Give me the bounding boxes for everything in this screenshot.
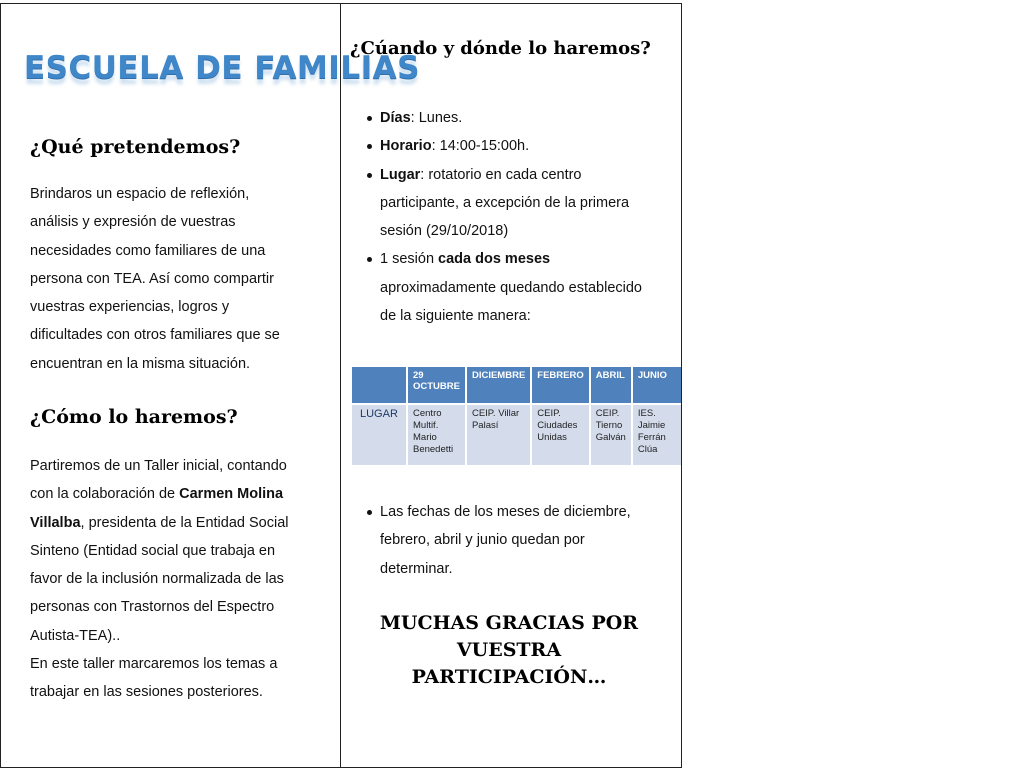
text-span: con la colaboración de <box>30 486 180 503</box>
table-header-cell: JUNIO <box>633 367 681 405</box>
bullet-value: participante, a excepción de la primera <box>380 194 630 211</box>
text-line: persona con TEA. Así como compartir <box>30 270 274 287</box>
bullet-note <box>364 498 669 583</box>
table-header-cell: 29 OCTUBRE <box>408 367 465 405</box>
text-line: Sinteno (Entidad social que trabaja en <box>30 542 276 559</box>
text-line <box>30 480 330 508</box>
table-row-label: LUGAR <box>352 405 406 465</box>
thanks-line: VUESTRA <box>456 639 562 661</box>
bullet-value: sesión (29/10/2018) <box>380 223 509 240</box>
bullet-sesion <box>364 245 669 330</box>
table-header-cell <box>352 367 406 405</box>
table-cell <box>532 405 588 465</box>
cell-line: IES. <box>637 408 656 419</box>
cell-line: Benedetti <box>413 444 454 455</box>
text-line: Partiremos de un Taller inicial, contando <box>30 458 287 474</box>
brand-title: ESCUELA DE FAMILIAS <box>24 50 420 86</box>
section-text-como-lo-haremos <box>30 452 330 707</box>
bullet-label: Horario <box>380 138 432 155</box>
text-line: necesidades como familiares de una <box>30 242 266 259</box>
cell-line: Tierno <box>595 420 623 431</box>
table-cell <box>408 405 465 465</box>
table-header-row <box>352 367 681 405</box>
collaborator-name: Carmen Molina <box>179 486 284 503</box>
cell-line: Ferrán <box>637 432 666 443</box>
bullet-value: determinar. <box>380 560 453 577</box>
cell-line: Multif. <box>413 420 439 431</box>
bullet-value: : Lunes. <box>410 110 463 126</box>
text-line: En este taller marcaremos los temas a <box>30 656 278 673</box>
text-line: análisis y expresión de vuestras <box>30 214 236 231</box>
cell-line: Ciudades <box>537 420 578 431</box>
cell-line: Clúa <box>637 444 658 455</box>
bullet-label: cada dos meses <box>438 251 551 268</box>
schedule-bullet-list <box>364 104 669 330</box>
bullet-value: : rotatorio en cada centro <box>420 166 582 183</box>
section-heading-como-lo-haremos: ¿Cómo lo haremos? <box>30 406 238 428</box>
text-span: , presidenta de la Entidad Social <box>80 514 289 531</box>
text-line: personas con Trastornos del Espectro <box>30 599 275 616</box>
cell-line: Mario <box>413 432 437 443</box>
table-cell <box>633 405 681 465</box>
bullet-value: 1 sesión <box>380 251 439 268</box>
bullet-label: Días <box>380 110 411 126</box>
text-line: vuestras experiencias, logros y <box>30 299 230 316</box>
text-line: encuentran en la misma situación. <box>30 355 251 372</box>
table-cell <box>591 405 631 465</box>
section-heading-que-pretendemos: ¿Qué pretendemos? <box>30 136 241 158</box>
section-heading-cuando-donde: ¿Cúando y dónde lo haremos? <box>350 38 651 59</box>
table-header-cell: DICIEMBRE <box>467 367 530 405</box>
bullet-value: de la siguiente manera: <box>380 308 531 325</box>
cell-line: CEIP. <box>537 408 561 419</box>
text-line: trabajar en las sesiones posteriores. <box>30 684 263 701</box>
bullet-value: Las fechas de los meses de diciembre, <box>380 504 631 520</box>
cell-line: Palasí <box>471 420 499 431</box>
bullet-horario <box>364 132 669 160</box>
section-text-que-pretendemos <box>30 180 330 378</box>
text-line: favor de la inclusión normalizada de las <box>30 571 284 588</box>
table-row <box>352 405 681 465</box>
table-header-cell: ABRIL <box>591 367 631 405</box>
bullet-label: Lugar <box>380 166 421 183</box>
thank-you-message <box>350 610 668 691</box>
text-line: Brindaros un espacio de reflexión, <box>30 186 250 202</box>
schedule-table <box>350 367 683 465</box>
cell-line: Centro <box>413 408 442 419</box>
cell-line: Jaimie <box>637 420 666 431</box>
thanks-line: PARTICIPACIÓN… <box>411 666 607 688</box>
cell-line: Galván <box>595 432 626 443</box>
collaborator-surname: Villalba <box>30 514 81 531</box>
text-line: dificultades con otros familiares que se <box>30 327 280 344</box>
bullet-value: aproximadamente quedando establecido <box>380 279 642 296</box>
table-header-cell: FEBRERO <box>532 367 588 405</box>
bullet-dias <box>364 104 669 132</box>
text-line: Autista-TEA).. <box>30 627 121 644</box>
bullet-value: : 14:00-15:00h. <box>431 138 530 155</box>
cell-line: CEIP. <box>595 408 620 419</box>
column-divider <box>340 3 341 768</box>
bullet-lugar <box>364 161 669 246</box>
text-line <box>30 509 330 537</box>
note-bullet-list <box>364 498 669 583</box>
cell-line: Unidas <box>537 432 567 443</box>
bullet-value: febrero, abril y junio quedan por <box>380 532 585 549</box>
table-cell <box>467 405 530 465</box>
cell-line: CEIP. Villar <box>471 408 520 419</box>
thanks-line: MUCHAS GRACIAS POR <box>379 612 639 634</box>
